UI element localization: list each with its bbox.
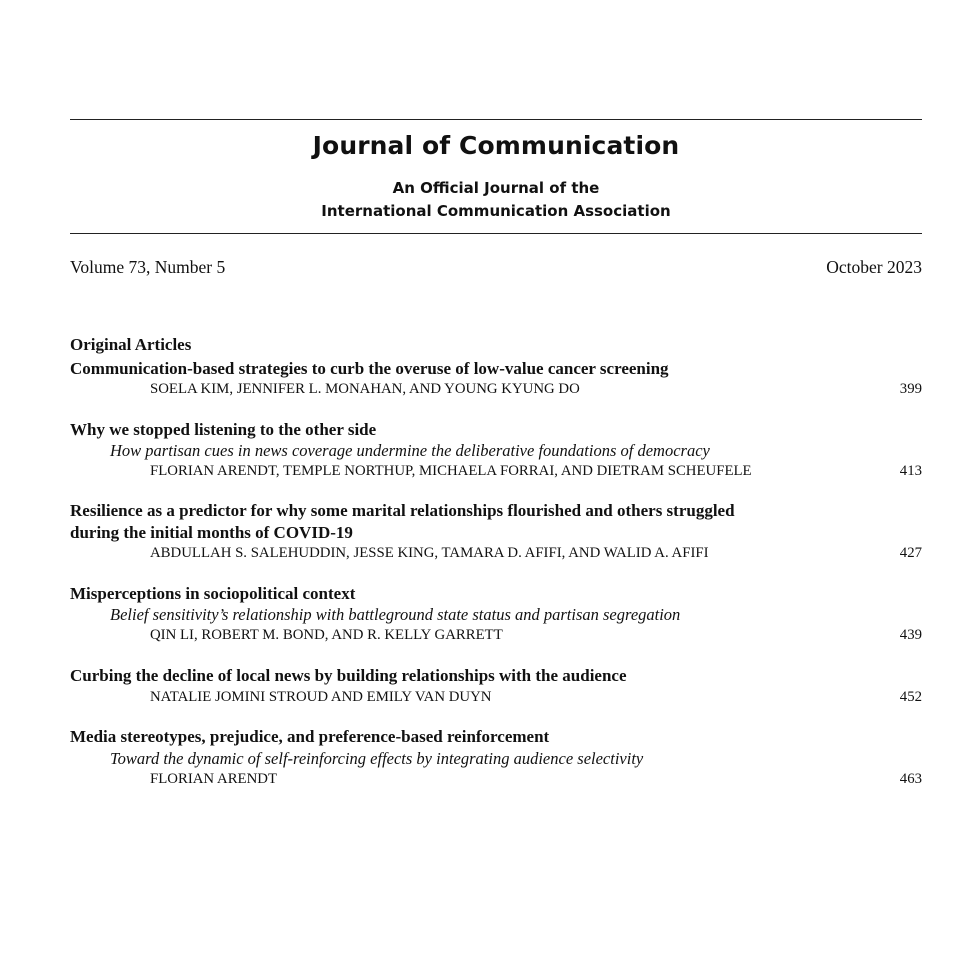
article-authors: SOELA KIM, JENNIFER L. MONAHAN, AND YOUNG KYUNG DO (150, 381, 580, 397)
article-authors: NATALIE JOMINI STROUD AND EMILY VAN DUYN (150, 689, 492, 705)
top-rule (70, 119, 922, 120)
article-page-number: 427 (899, 545, 922, 561)
article-title[interactable]: Misperceptions in sociopolitical context (70, 584, 356, 603)
article-title[interactable]: Why we stopped listening to the other side (70, 420, 377, 439)
section-heading: Original Articles (70, 335, 192, 354)
article-subtitle: Toward the dynamic of self-reinforcing effects by integrating audience selectivity (110, 749, 644, 768)
journal-subtitle-line2: International Communication Association (321, 202, 671, 220)
article-title[interactable]: Curbing the decline of local news by building relationships with the audience (70, 666, 627, 685)
article-title[interactable]: Media stereotypes, prejudice, and preference-based reinforcement (70, 727, 550, 746)
article-page-number: 463 (899, 771, 922, 787)
masthead-bottom-rule (70, 233, 922, 234)
article-title[interactable]: Resilience as a predictor for why some marital relationships flourished and others struggled (70, 501, 735, 520)
article-authors: FLORIAN ARENDT, TEMPLE NORTHUP, MICHAELA FORRAI, AND DIETRAM SCHEUFELE (150, 463, 752, 479)
article-authors: FLORIAN ARENDT (150, 771, 278, 787)
article-page-number: 413 (899, 463, 922, 479)
article-title-continued[interactable]: during the initial months of COVID-19 (70, 523, 353, 542)
article-page-number: 452 (899, 689, 922, 705)
article-title[interactable]: Communication-based strategies to curb the overuse of low-value cancer screening (70, 359, 669, 378)
journal-subtitle-line1: An Official Journal of the (392, 179, 600, 197)
article-page-number: 399 (899, 381, 922, 397)
journal-title: Journal of Communication (312, 131, 680, 160)
article-subtitle: How partisan cues in news coverage undermine the deliberative foundations of democracy (110, 441, 710, 460)
issue-date: October 2023 (826, 257, 922, 277)
article-subtitle: Belief sensitivity’s relationship with battleground state status and partisan segregation (110, 605, 681, 624)
article-authors: QIN LI, ROBERT M. BOND, AND R. KELLY GARRETT (150, 627, 503, 643)
article-authors: ABDULLAH S. SALEHUDDIN, JESSE KING, TAMARA D. AFIFI, AND WALID A. AFIFI (150, 545, 709, 561)
article-page-number: 439 (899, 627, 922, 643)
issue-volume-number: Volume 73, Number 5 (70, 257, 226, 277)
